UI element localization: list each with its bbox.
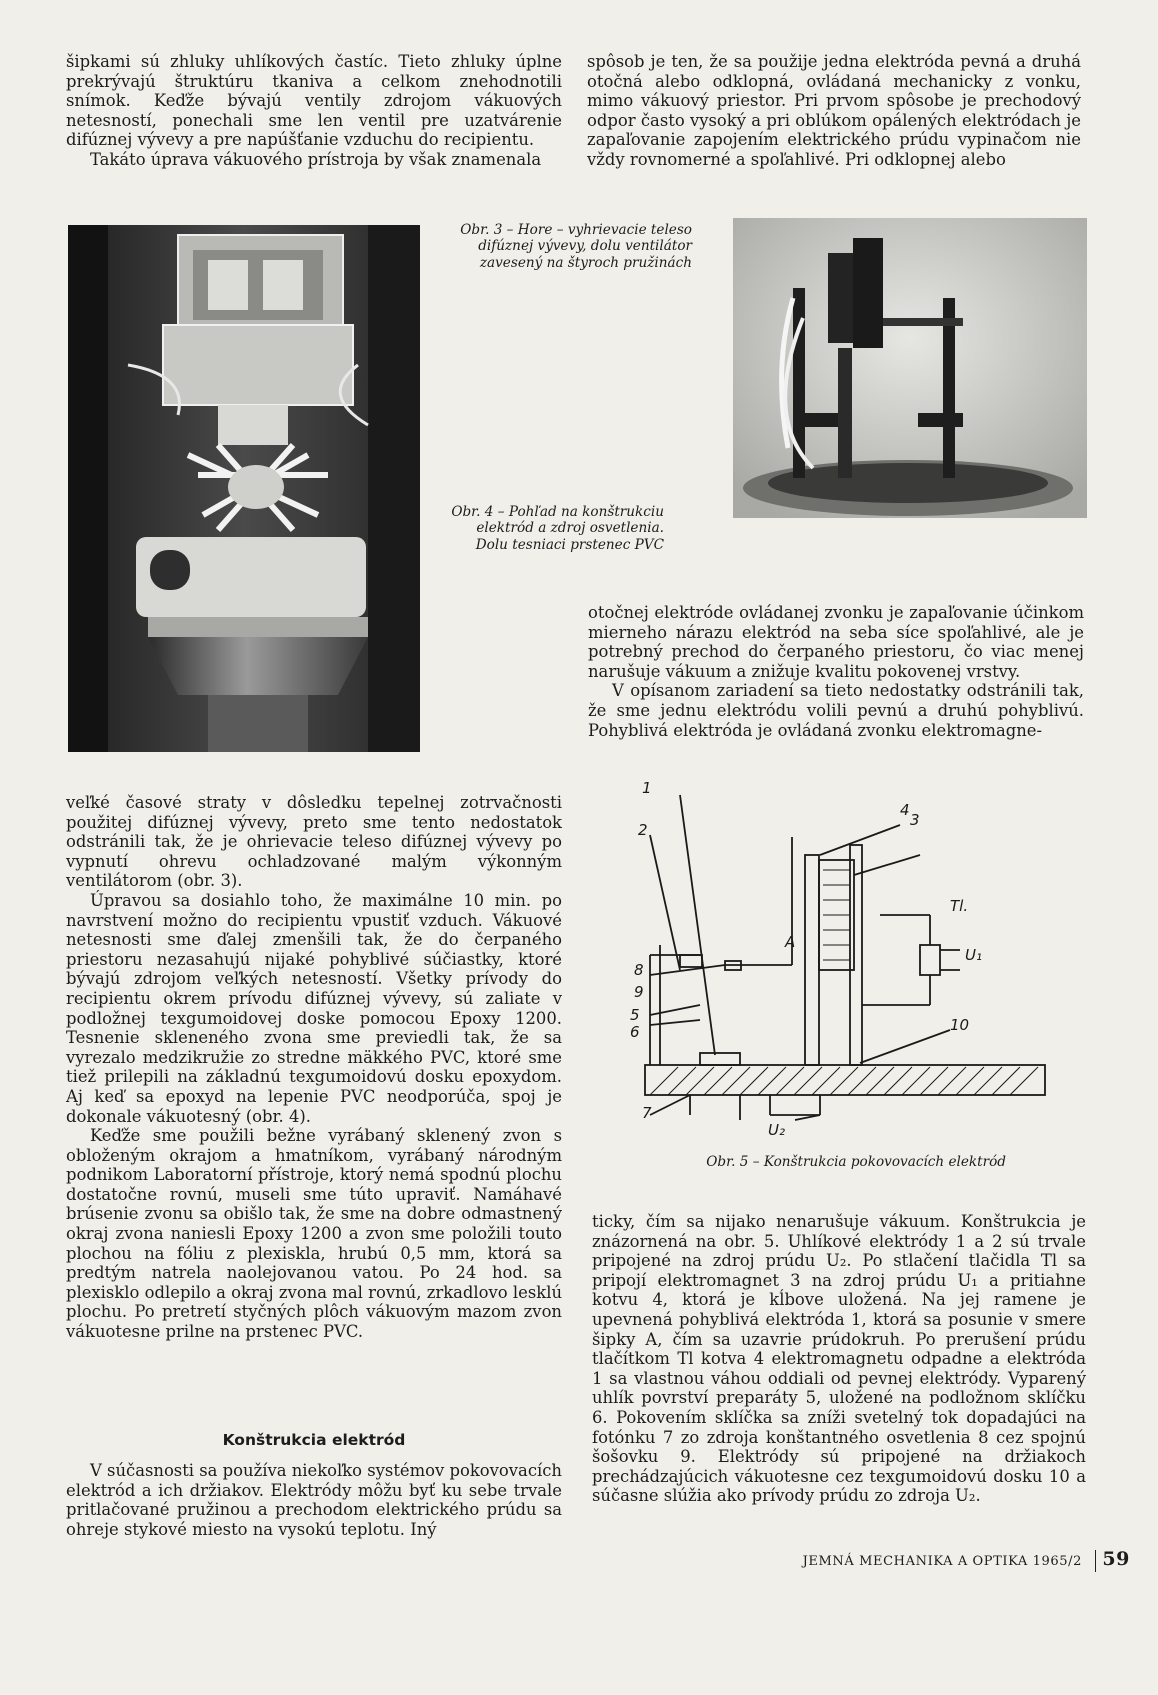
paragraph: V súčasnosti sa používa niekoľko systémov pokovovacích elektród a ich držiakov. Elektródy môžu byť ku sebe trvale pritlačované pružinou a prechodom elektrického prúdu sa ohreje stykové miesto na vysokú teplotu. Iný (66, 1461, 562, 1539)
label-tl: Tl. (950, 897, 969, 915)
paragraph: Takáto úprava vákuového prístroja by však znamenala (90, 149, 542, 169)
paragraph: otočnej elektróde ovládanej zvonku je zapaľovanie účinkom mierneho nárazu elektród na seba síce spoľahlivé, ale je potrebný prechod do čerpaného priestoru, čo viac menej narušuje vákuum a znižuje kvalitu pokovenej vrstvy. (588, 603, 1084, 681)
text-left-bottom (66, 793, 562, 1342)
page-number: 59 (1102, 1548, 1130, 1570)
footer-divider (1095, 1550, 1096, 1572)
page-footer (770, 1548, 1130, 1574)
text-left-top (66, 52, 562, 170)
electrode-photo-illustration (733, 218, 1087, 518)
paragraph: Keďže sme použili bežne vyrábaný sklenený zvon s obloženým okrajom a hmatníkom, vyrábaný národným podnikom Laboratorní přístroje, ktorý nemá spodnú plochu dostatočne rovnú, museli sme túto upraviť. Namáhavé brúsenie zvonu sa obišlo tak, že sme na dobre odmastnený okraj zvona naniesli Epoxy 1200 a zvon sme položili touto plochou na fóliu z plexiskla, hrubú 0,5 mm, ktorá sa predtým natrela naolejovanou vatou. Po 24 hod. sa plexisklo odlepilo a okraj zvona mal rovnú, zrkadlovo lesklú plochu. Po pretretí styčných plôch vákuovým mazom zvon vákuotesne prilne na prstenec PVC. (66, 1126, 562, 1342)
paragraph: spôsob je ten, že sa použije jedna elektróda pevná a druhá otočná alebo odklopná, ovládaná mechanicky z vonku, mimo vákuový priestor. Pri prvom spôsobe je prechodový odpor často vysoký a pri oblúkom opálených elektródach je zapaľovanie zapojením elektrického prúdu vypinačom nie vždy rovnomerné a spoľahlivé. Pri odklopnej alebo (587, 52, 1081, 169)
label-8: 8 (634, 961, 644, 979)
text-right-top (587, 52, 1081, 170)
fan-illustration (68, 225, 420, 752)
paragraph: šipkami sú zhluky uhlíkových častíc. Tieto zhluky úplne prekrývajú štruktúru tkaniva a celkom znehodnotili snímok. Keďže bývajú ventily zdrojom vákuových netesností, ponechali sme len ventil pre uzatvárenie difúznej vývevy a pre napúšťanie vzduchu do recipientu. (66, 52, 562, 150)
label-a: A (785, 933, 796, 951)
figure-3-photo (68, 225, 420, 752)
figure-4-photo (733, 218, 1087, 518)
label-4: 4 (900, 801, 910, 819)
label-9: 9 (634, 983, 644, 1001)
paragraph: V opísanom zariadení sa tieto nedostatky odstránili tak, že sme jednu elektródu volili pevnú a druhú pohyblivú. Pohyblivá elektróda je ovládaná zvonku elektromagne- (588, 681, 1084, 740)
label-6: 6 (630, 1023, 640, 1041)
label-5: 5 (630, 1006, 640, 1024)
figure-3-caption: Obr. 3 – Hore – vyhrievacie teleso difúznej vývevy, dolu ventilátor zavesený na štyroch pružinách (460, 222, 692, 271)
label-3: 3 (910, 811, 920, 829)
section-heading: Konštrukcia elektród (222, 1431, 406, 1449)
text-right-bottom (592, 1212, 1086, 1506)
paragraph: ticky, čím sa nijako nenarušuje vákuum. Konštrukcia je znázornená na obr. 5. Uhlíkové elektródy 1 a 2 sú trvale pripojené na zdroj prúdu U₂. Po stlačení tlačidla Tl sa pripojí elektromagnet 3 na zdroj prúdu U₁ a pritiahne kotvu 4, ktorá je kĺbove uložená. Na jej ramene je upevnená pohyblivá elektróda 1, ktorá sa posunie v smere šipky A, čím sa uzavrie prúdokruh. Po prerušení prúdu tlačítkom Tl kotva 4 elektromagnetu odpadne a elektróda 1 sa vlastnou váhou oddiali od pevnej elektródy. Vyparený uhlík povrství preparáty 5, uložené na podložnom sklíčku 6. Pokovením sklíčka sa zníži svetelný tok dopadajúci na fotónku 7 zo zdroja konštantného osvetlenia 8 cez spojnú šošovku 9. Elektródy sú pripojené na držiakoch prechádzajúcich vákuotesne cez texgumoidovú dosku 10 a súčasne slúžia ako prívody prúdu zo zdroja U₂. (592, 1212, 1086, 1506)
figure-5-caption: Obr. 5 – Konštrukcia pokovovacích elektród (706, 1154, 1006, 1170)
journal-name: JEMNÁ MECHANIKA A OPTIKA 1965/2 (802, 1554, 1082, 1569)
text-right-mid (588, 603, 1084, 740)
label-2: 2 (638, 821, 648, 839)
figure-4-caption: Obr. 4 – Pohľad na konštrukciu elektród a zdroj osvetlenia. Dolu tesniaci prstenec PVC (451, 504, 664, 553)
paragraph: Úpravou sa dosiahlo toho, že maximálne 10 min. po navrstvení možno do recipientu vpustiť vzduch. Vákuové netesnosti sme ďalej zmenšili tak, že do čerpaného priestoru nezasahujú nijaké pohyblivé súčiastky, ktoré bývajú zdrojom veľkých netesností. Všetky prívody do recipientu okrem prívodu difúznej vývevy, sú zaliate v podložnej texgumoidovej doske pomocou Epoxy 1200. Tesnenie skleneného zvona sme previedli tak, že sa vyrezalo medzikružie zo stredne mäkkého PVC, ktoré sme tiež prilepili na základnú texgumoidovú dosku epoxydom. Aj keď sa epoxyd na lepenie PVC neodporúča, spoj je dokonale vákuotesný (obr. 4). (66, 890, 562, 1126)
text-left-bottom-2 (66, 1461, 562, 1539)
label-7: 7 (642, 1104, 652, 1122)
figure-5-labels (630, 779, 982, 1139)
label-1: 1 (642, 779, 652, 797)
label-10: 10 (950, 1016, 970, 1034)
figure-5-diagram (620, 775, 1070, 1147)
paragraph: veľké časové straty v dôsledku tepelnej zotrvačnosti použitej difúznej vývevy, preto sme tento nedostatok odstránili tak, že je ohrievacie teleso difúznej vývevy po vypnutí ohrevu ochladzované malým výkonným ventilátorom (obr. 3). (66, 793, 562, 891)
label-u2: U₂ (768, 1121, 785, 1139)
label-u1: U₁ (965, 946, 982, 964)
